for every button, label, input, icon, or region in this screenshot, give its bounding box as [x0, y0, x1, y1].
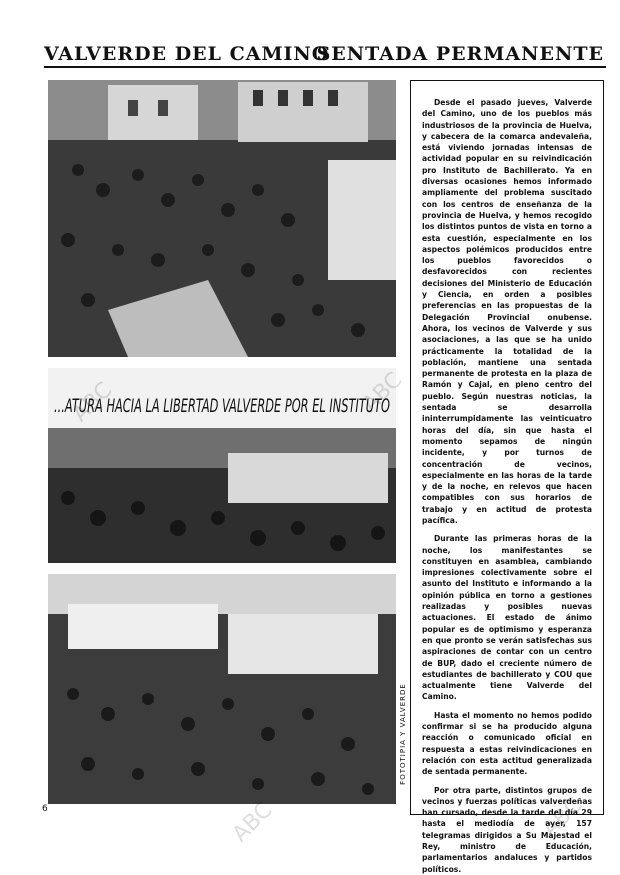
page-number: 6 — [42, 804, 48, 814]
photo-crowd-plaza — [48, 80, 396, 357]
section-title-left: VALVERDE DEL CAMINO — [44, 43, 330, 65]
article-paragraph: Hasta el momento no hemos podido confirmar si se ha producido alguna reacción o comunicado oficial en respuesta a estas reivindicaciones en relación con esta actitud generalizada de sentada permanente. — [422, 710, 592, 777]
article-paragraph: Por otra parte, distintos grupos de vecinos y fuerzas políticas valverdeñas han cursado, desde la tarde del día 29 hasta el mediodía de ayer, 157 telegramas dirigidos a Su Majestad el Rey, ministro de Educación, parlamentarios andaluces y partidos políticos. — [422, 785, 592, 874]
banner-text: ...ATURA HACIA LA LIBERTAD VALVERDE POR EL INSTITUTO — [54, 395, 391, 417]
photo-credit: FOTOTIPIA Y VALVERDE — [399, 683, 407, 785]
header-rule — [44, 66, 606, 68]
section-title-right: SENTADA PERMANENTE — [316, 43, 604, 65]
photo-banner-crowd — [48, 368, 396, 563]
photo-square-crowd — [48, 574, 396, 804]
article-paragraph: Desde el pasado jueves, Valverde del Camino, uno de los pueblos más industriosos de la provincia de Huelva, y cabecera de la comarca andevaleña, está viviendo jornadas intensas de actividad popular en su reivindicación pro Instituto de Bachillerato. Ya en diversas ocasiones hemos informado ampliamente del problema suscitado con los centros de enseñanza de la provincia de Huelva, y hemos recogido los distintos puntos de vista en torno a esta cuestión, especialmente en los aspectos polémicos producidos entre los pueblos favorecidos o desfavorecidos con recientes decisiones del Ministerio de Educación y Ciencia, en orden a posibles preferencias en las propuestas de la Delegación Provincial onubense. Ahora, los vecinos de Valverde y sus asociaciones, a las que se ha unido prácticamente la totalidad de la población, mantiene una sentada permanente de protesta en la plaza de Ramón y Cajal, en pleno centro del pueblo. Según nuestras noticias, la sentada se desarrolla ininterrumpidamente las veinticuatro horas del día, sin que hasta el momento sepamos de ningún incidente, y por turnos de concentración de vecinos, especialmente en las horas de la tarde y de la noche, en relevos que hacen compatibles con sus horarios de trabajo y en actitud de protesta pacífica. — [422, 98, 592, 525]
article-paragraph: Durante las primeras horas de la noche, los manifestantes se constituyen en asamblea, cambiando impresiones colectivamente sobre el asunto del Instituto e informando a la opinión pública en torno a gestiones realizadas y posibles nuevas actuaciones. El estado de ánimo popular es de optimismo y esperanza en que pronto se verán satisfechas sus aspiraciones de contar con un centro de BUP, dado el creciente número de estudiantes de bachillerato y COU que actualmente tiene Valverde del Camino. — [422, 534, 592, 702]
watermark: ABC — [537, 792, 588, 843]
watermark: ABC — [227, 797, 278, 848]
